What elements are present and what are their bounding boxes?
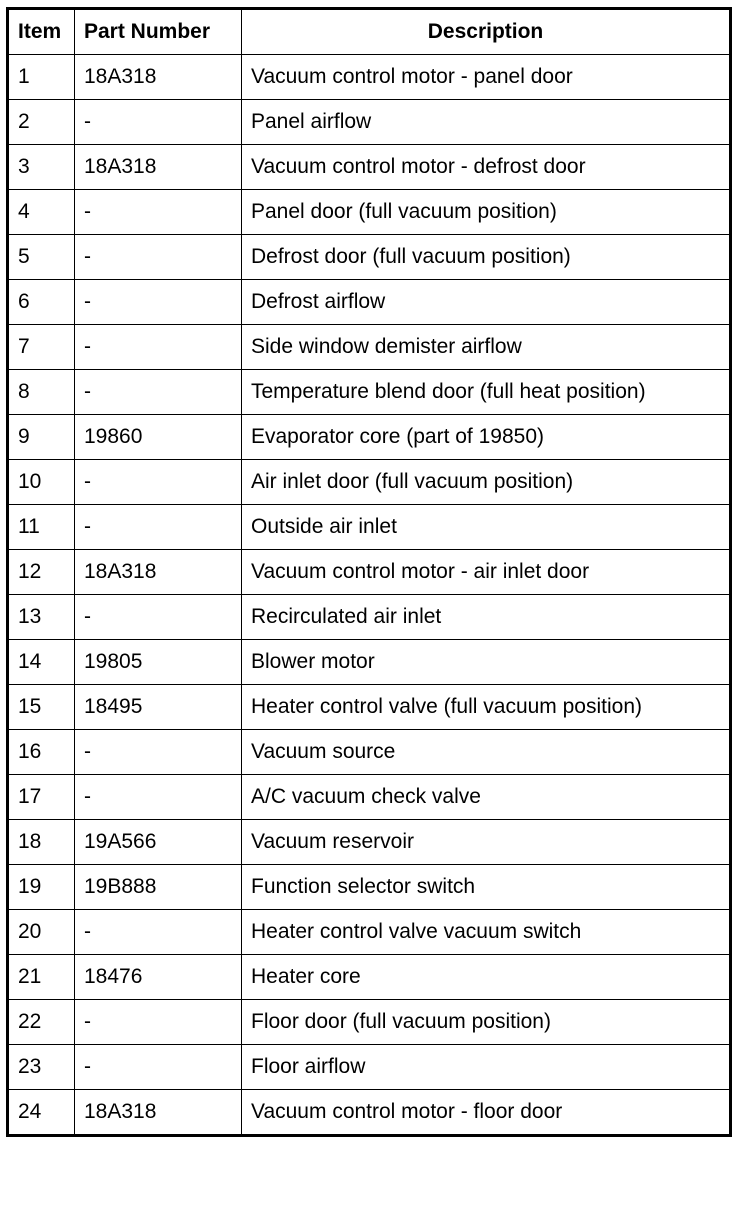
description-cell: Floor door (full vacuum position) [242,1000,731,1045]
table-row [8,460,731,505]
part-number-cell: 18495 [75,685,242,730]
description-cell: Floor airflow [242,1045,731,1090]
item-cell: 20 [8,910,75,955]
item-cell: 15 [8,685,75,730]
description-cell: Outside air inlet [242,505,731,550]
item-cell: 7 [8,325,75,370]
table-row [8,775,731,820]
description-cell: Heater control valve vacuum switch [242,910,731,955]
item-cell: 24 [8,1090,75,1136]
item-cell: 4 [8,190,75,235]
part-number-cell: - [75,370,242,415]
table-row [8,820,731,865]
table-body [8,55,731,1136]
description-cell: Evaporator core (part of 19850) [242,415,731,460]
part-number-cell: - [75,100,242,145]
table-header [8,9,731,55]
description-cell: Panel airflow [242,100,731,145]
part-number-cell: - [75,235,242,280]
table-row [8,325,731,370]
table-row [8,955,731,1000]
item-cell: 23 [8,1045,75,1090]
description-cell: Vacuum control motor - defrost door [242,145,731,190]
table-row [8,550,731,595]
description-cell: Recirculated air inlet [242,595,731,640]
header-item: Item [8,9,75,55]
description-cell: Vacuum reservoir [242,820,731,865]
part-number-cell: - [75,460,242,505]
part-number-cell: 18A318 [75,55,242,100]
item-cell: 2 [8,100,75,145]
table-row [8,100,731,145]
item-cell: 10 [8,460,75,505]
table-row [8,1000,731,1045]
description-cell: Heater control valve (full vacuum position) [242,685,731,730]
table-row [8,145,731,190]
item-cell: 11 [8,505,75,550]
item-cell: 19 [8,865,75,910]
part-number-cell: - [75,595,242,640]
description-cell: A/C vacuum check valve [242,775,731,820]
item-cell: 3 [8,145,75,190]
item-cell: 6 [8,280,75,325]
table-row [8,280,731,325]
item-cell: 18 [8,820,75,865]
part-number-cell: - [75,505,242,550]
header-row [8,9,731,55]
table-row [8,190,731,235]
item-cell: 21 [8,955,75,1000]
item-cell: 14 [8,640,75,685]
table-row [8,865,731,910]
description-cell: Defrost door (full vacuum position) [242,235,731,280]
table-row [8,910,731,955]
description-cell: Vacuum control motor - air inlet door [242,550,731,595]
item-cell: 22 [8,1000,75,1045]
table-row [8,730,731,775]
description-cell: Function selector switch [242,865,731,910]
part-number-cell: 19805 [75,640,242,685]
description-cell: Panel door (full vacuum position) [242,190,731,235]
part-number-cell: - [75,730,242,775]
part-number-cell: - [75,910,242,955]
item-cell: 5 [8,235,75,280]
item-cell: 16 [8,730,75,775]
description-cell: Air inlet door (full vacuum position) [242,460,731,505]
table-row [8,640,731,685]
table-row [8,1045,731,1090]
table-row [8,685,731,730]
item-cell: 17 [8,775,75,820]
part-number-cell: - [75,325,242,370]
description-cell: Side window demister airflow [242,325,731,370]
description-cell: Vacuum control motor - panel door [242,55,731,100]
description-cell: Vacuum source [242,730,731,775]
parts-table [6,7,732,1137]
table-row [8,415,731,460]
item-cell: 8 [8,370,75,415]
description-cell: Blower motor [242,640,731,685]
description-cell: Temperature blend door (full heat position) [242,370,731,415]
part-number-cell: 19860 [75,415,242,460]
item-cell: 12 [8,550,75,595]
table-row [8,370,731,415]
part-number-cell: - [75,190,242,235]
table-row [8,235,731,280]
part-number-cell: 18A318 [75,145,242,190]
description-cell: Defrost airflow [242,280,731,325]
part-number-cell: 19A566 [75,820,242,865]
table-row [8,595,731,640]
table-row [8,55,731,100]
part-number-cell: 18A318 [75,550,242,595]
part-number-cell: 19B888 [75,865,242,910]
part-number-cell: - [75,775,242,820]
part-number-cell: - [75,1000,242,1045]
table-row [8,1090,731,1136]
item-cell: 13 [8,595,75,640]
part-number-cell: 18476 [75,955,242,1000]
header-part-number: Part Number [75,9,242,55]
table-row [8,505,731,550]
description-cell: Vacuum control motor - floor door [242,1090,731,1136]
header-description: Description [242,9,731,55]
item-cell: 1 [8,55,75,100]
description-cell: Heater core [242,955,731,1000]
part-number-cell: 18A318 [75,1090,242,1136]
item-cell: 9 [8,415,75,460]
part-number-cell: - [75,280,242,325]
part-number-cell: - [75,1045,242,1090]
